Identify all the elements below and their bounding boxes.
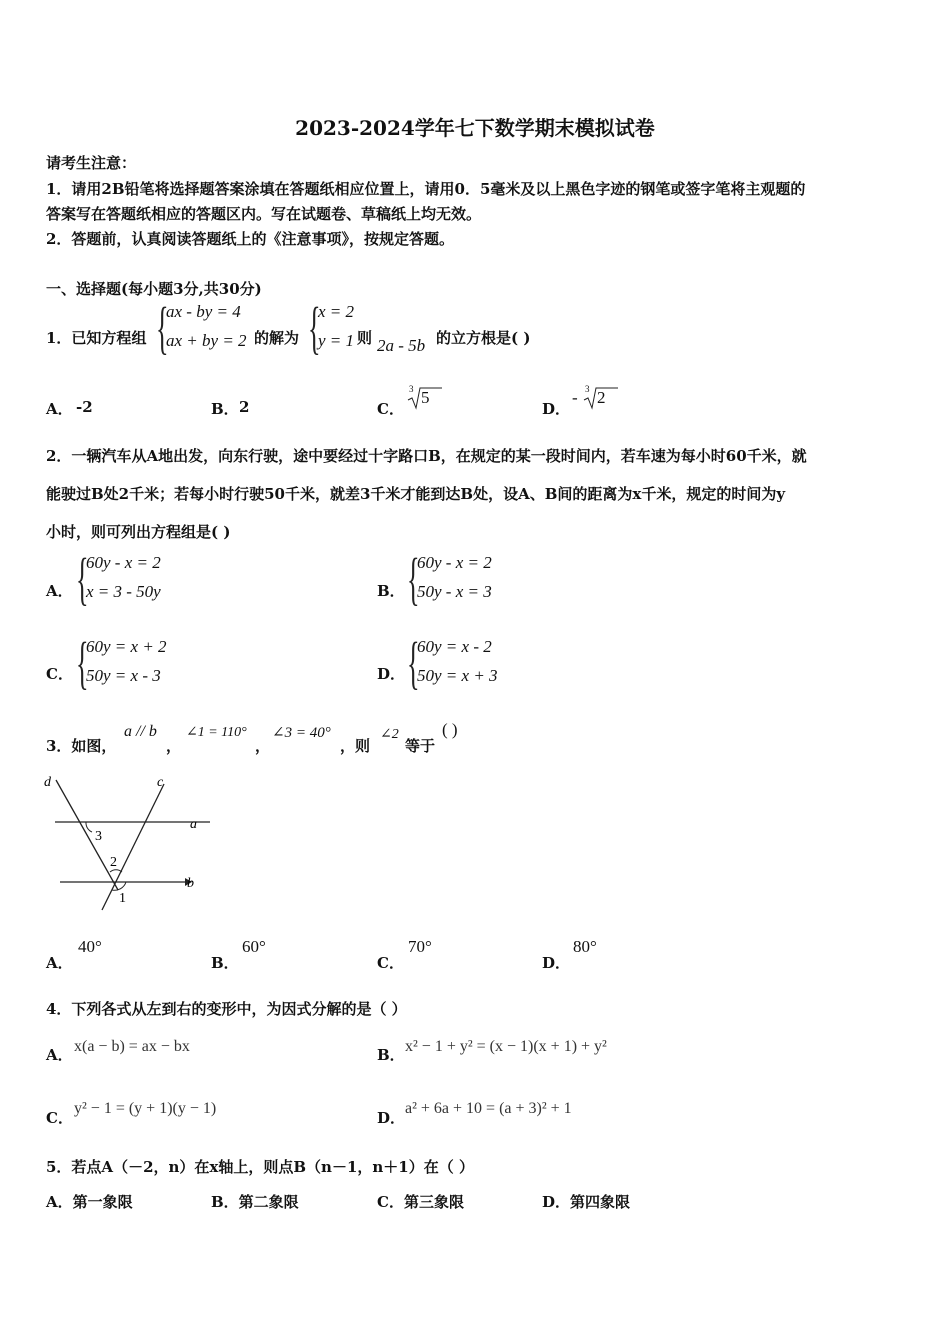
q2-c-eq2: 50y = x - 3 [86,666,161,685]
q1-option-a: -2 [76,398,93,416]
q2-b-brace: { [407,546,420,611]
label-d: d [44,775,51,790]
q4-option-c-label: C． [46,1109,73,1127]
q3-answer-paren: ( ) [442,720,458,739]
q5-option-b: B．第二象限 [211,1193,299,1211]
q3-angle2: ∠2 [380,727,399,742]
q1-option-d-label: D． [542,400,571,418]
q2-option-a [76,546,216,611]
q1-prefix: 1．已知方程组 [46,329,147,347]
q1-option-b: 2 [239,398,250,416]
q2-option-c-label: C． [46,665,73,683]
q1-brace: { [156,295,169,360]
label-1: 1 [119,891,126,906]
line-d [56,780,118,890]
q2-c-eq1: 60y = x + 2 [86,637,167,656]
q1-system [156,295,256,360]
q1-option-c [406,384,446,412]
q2-b-eq2: 50y - x = 3 [417,582,492,601]
notice-heading: 请考生注意： [46,154,137,172]
q2-b-eq1: 60y - x = 2 [417,553,492,572]
q1-c-radicand: 5 [421,388,430,407]
q2-a-brace: { [76,546,89,611]
q3-then: ，则 [340,737,371,755]
q2-option-a-label: A． [46,582,73,600]
q3-comma-1: ， [166,737,182,755]
label-b: b [187,876,194,891]
q3-figure [40,772,210,914]
q2-option-b-label: B． [377,582,405,600]
q5-option-c: C．第三象限 [377,1193,464,1211]
q5-option-a: A．第一象限 [46,1193,133,1211]
q1-sol2: y = 1 [318,331,355,350]
q1-option-a-label: A． [46,400,73,418]
q3-option-c: 70° [408,937,432,956]
q1-eq1: ax - by = 4 [166,302,241,321]
q3-option-a-label: A． [46,954,73,972]
q1-mid: 的解为 [254,329,300,347]
q3-option-b: 60° [242,937,266,956]
q1-then: 则 [357,329,373,347]
q2-d-eq2: 50y = x + 3 [417,666,498,685]
q2-option-b [407,546,547,611]
q1-sol1: x = 2 [318,302,355,321]
q4-option-a-label: A． [46,1046,73,1064]
angle-3-arc [86,822,92,832]
line-c [102,784,164,910]
q3-option-d: 80° [573,937,597,956]
q2-a-eq2: x = 3 - 50y [86,582,161,601]
label-2: 2 [110,855,117,870]
q3-comma-2: ， [255,737,271,755]
q1-d-index: 3 [585,384,590,394]
notice-line-3: 2．答题前，认真阅读答题纸上的《注意事项》，按规定答题。 [46,230,454,248]
q2-line-1: 2．一辆汽车从A地出发，向东行驶，途中要经过十字路口B，在规定的某一段时间内，若车速为每小时60千米，就 [46,447,807,465]
q1-option-b-label: B． [211,400,239,418]
q2-line-3: 小时，则可列出方程组是( ) [46,523,231,541]
q1-eq2: ax + by = 2 [166,331,247,350]
q4-option-b-label: B． [377,1046,405,1064]
q1-sol-brace: { [308,295,321,360]
notice-line-2: 答案写在答题纸相应的答题区内。写在试题卷、草稿纸上均无效。 [46,205,482,223]
q1-d-sign: - [572,388,578,407]
q1-option-d [572,384,622,412]
q1-option-c-label: C． [377,400,404,418]
q4-option-a: x(a − b) = ax − bx [74,1038,190,1055]
q3-option-b-label: B． [211,954,239,972]
q2-c-brace: { [76,630,89,695]
q1-d-radicand: 2 [597,388,606,407]
q2-option-c [76,630,216,695]
q3-suffix: 等于 [405,737,436,755]
q2-option-d [407,630,547,695]
q4-option-d-label: D． [377,1109,406,1127]
q3-prefix: 3．如图， [46,737,117,755]
q1-expr: 2a - 5b [377,336,426,355]
q3-cond-angle1: ∠1 = 110° [186,725,247,740]
q3-option-a: 40° [78,937,102,956]
q4-option-d: a² + 6a + 10 = (a + 3)² + 1 [405,1100,572,1117]
q1-suffix: 的立方根是( ) [436,329,531,347]
q3-option-d-label: D． [542,954,571,972]
q4-option-b: x² − 1 + y² = (x − 1)(x + 1) + y² [405,1038,607,1055]
q5-stem: 5．若点A（－2，n）在x轴上，则点B（n－1，n＋1）在（ ） [46,1158,474,1176]
q2-a-eq1: 60y - x = 2 [86,553,161,572]
page-title: 2023-2024学年七下数学期末模拟试卷 [295,116,655,140]
label-a: a [190,817,197,832]
label-c: c [157,775,164,790]
q2-option-d-label: D． [377,665,406,683]
q1-c-index: 3 [409,384,414,394]
q3-cond-parallel: a // b [124,723,157,740]
q2-line-2: 能驶过B处2千米；若每小时行驶50千米，就差3千米才能到达B处，设A、B间的距离为x千米，规定的时间为y [46,485,786,503]
q4-stem: 4．下列各式从左到右的变形中，为因式分解的是（ ） [46,1000,407,1018]
q2-d-eq1: 60y = x - 2 [417,637,492,656]
q5-option-d: D．第四象限 [542,1193,631,1211]
section-heading: 一、选择题(每小题3分,共30分) [46,280,262,298]
q4-option-c: y² − 1 = (y + 1)(y − 1) [74,1100,217,1117]
label-3: 3 [95,829,102,844]
notice-line-1: 1．请用2B铅笔将选择题答案涂填在答题纸相应位置上，请用0．5毫米及以上黑色字迹的钢笔或签字笔将主观题的 [46,180,806,198]
q3-cond-angle3: ∠3 = 40° [272,725,331,741]
q2-d-brace: { [407,630,420,695]
q3-option-c-label: C． [377,954,404,972]
